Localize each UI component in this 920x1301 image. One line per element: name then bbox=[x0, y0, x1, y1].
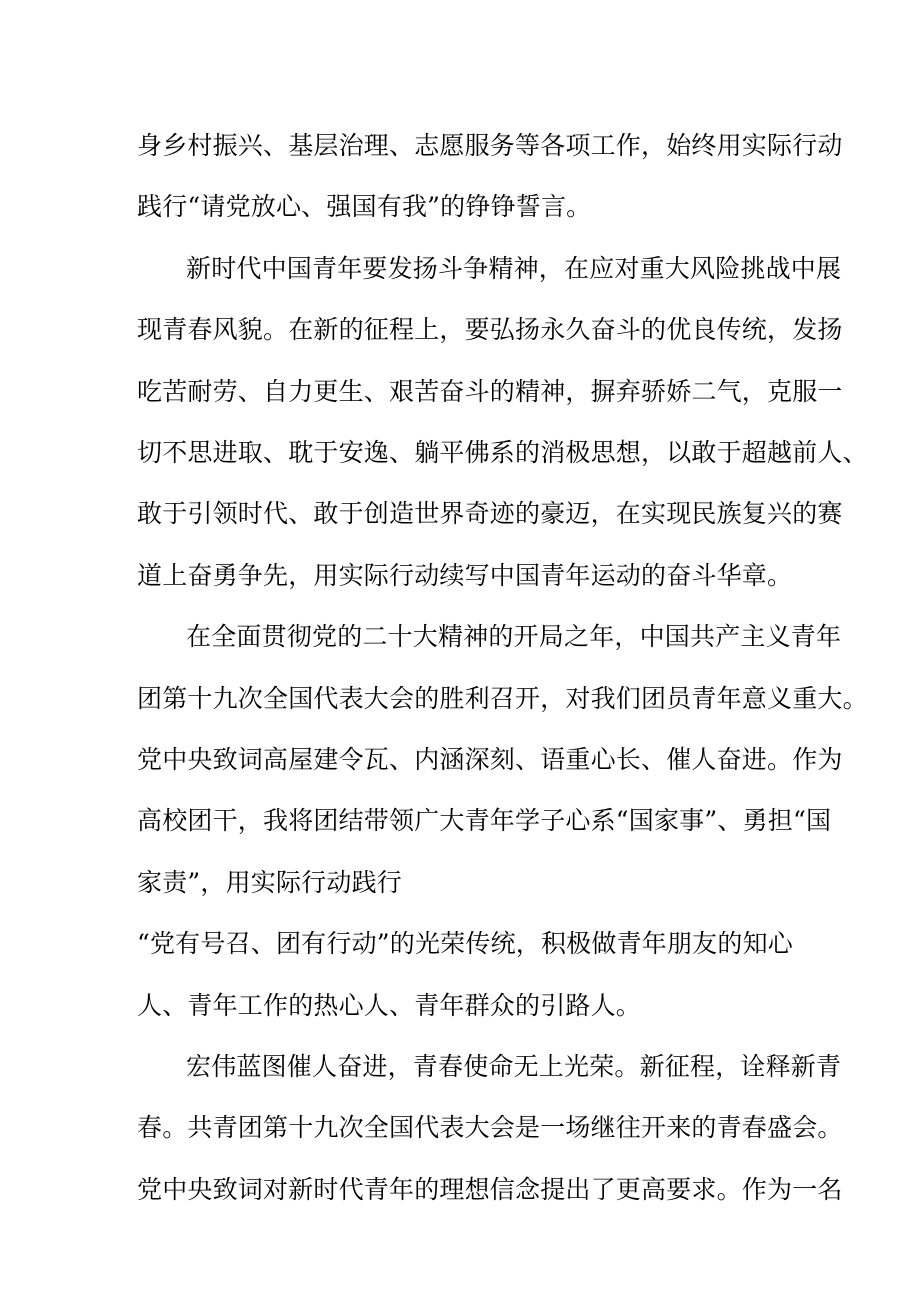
text-line-4: 现青春风貌。在新的征程上，要弘扬永久奋斗的优良传统，发扬 bbox=[137, 315, 843, 344]
text-line-5: 吃苦耐劳、自力更生、艰苦奋斗的精神，摒弃骄娇二气，克服一 bbox=[137, 377, 843, 406]
paragraph-start-line-16: 宏伟蓝图催人奋进，青春使命无上光荣。新征程，诠释新青 bbox=[186, 1052, 842, 1081]
paragraph-start-line-3: 新时代中国青年要发扬斗争精神，在应对重大风险挑战中展 bbox=[186, 254, 842, 283]
text-line-15: 人、青年工作的热心人、青年群众的引路人。 bbox=[137, 991, 642, 1020]
text-line-8: 道上奋勇争先，用实际行动续写中国青年运动的奋斗华章。 bbox=[137, 561, 793, 590]
text-line-2: 践行“请党放心、强国有我”的铮铮誓言。 bbox=[137, 192, 592, 221]
text-line-7: 敢于引领时代、敢于创造世界奇迹的豪迈，在实现民族复兴的赛 bbox=[137, 499, 843, 528]
text-line-11: 党中央致词高屋建令瓦、内涵深刻、语重心长、催人奋进。作为 bbox=[137, 745, 843, 774]
text-line-14: “党有号召、团有行动”的光荣传统，积极做青年朋友的知心 bbox=[137, 929, 793, 958]
text-line-12: 高校团干，我将团结带领广大青年学子心系“国家事”、勇担“国 bbox=[137, 806, 832, 835]
text-line-17: 春。共青团第十九次全国代表大会是一场继往开来的青春盛会。 bbox=[137, 1113, 843, 1142]
text-line-6: 切不思进取、耽于安逸、躺平佛系的消极思想，以敢于超越前人、 bbox=[137, 438, 868, 467]
text-line-18: 党中央致词对新时代青年的理想信念提出了更高要求。作为一名 bbox=[137, 1175, 843, 1204]
paragraph-start-line-9: 在全面贯彻党的二十大精神的开局之年，中国共产主义青年 bbox=[186, 622, 842, 651]
text-line-10: 团第十九次全国代表大会的胜利召开，对我们团员青年意义重大。 bbox=[137, 684, 868, 713]
text-line-13: 家责”，用实际行动践行 bbox=[137, 868, 402, 897]
text-line-1: 身乡村振兴、基层治理、志愿服务等各项工作，始终用实际行动 bbox=[137, 131, 843, 160]
